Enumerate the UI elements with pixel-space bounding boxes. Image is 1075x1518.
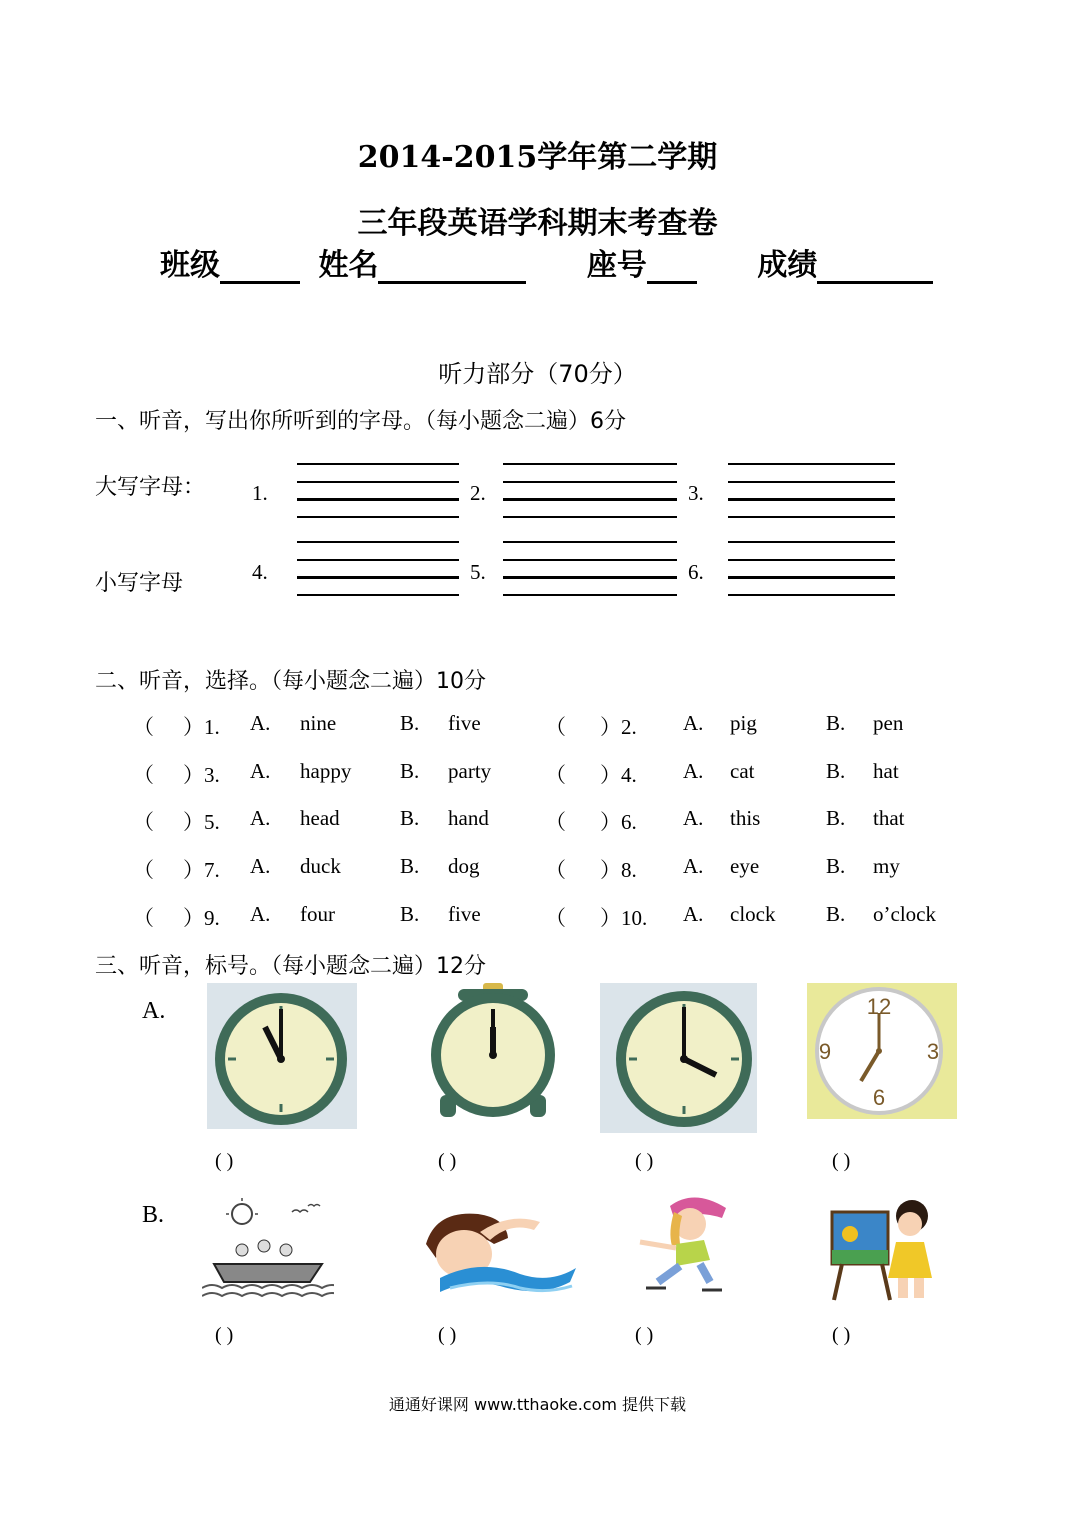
class-label: 班级: [160, 248, 220, 283]
exam-title: 三年段英语学科期末考查卷: [357, 206, 718, 241]
choice-marker[interactable]: （: [545, 858, 566, 882]
choice-marker[interactable]: （: [545, 763, 566, 787]
painter-icon: [828, 1196, 940, 1302]
letter-number: 4.: [252, 560, 268, 584]
answer-blank[interactable]: ( ): [438, 1150, 457, 1172]
choice-option-word: that: [873, 806, 905, 830]
choice-option-word: duck: [300, 854, 341, 878]
choice-option-word: four: [300, 902, 335, 926]
seat-blank[interactable]: [647, 247, 697, 284]
choice-option-word: party: [448, 759, 492, 783]
name-label: 姓名: [318, 248, 379, 283]
choice-option-word: o’clock: [873, 902, 936, 926]
choice-marker: ）10.: [600, 906, 648, 930]
section2-title: 二、听音，选择。（每小题念二遍）10分: [95, 669, 486, 694]
writing-lines[interactable]: [728, 541, 895, 597]
answer-blank[interactable]: ( ): [832, 1324, 851, 1346]
writing-lines[interactable]: [297, 463, 459, 519]
clock-picture-3: [600, 983, 757, 1133]
choice-option-word: clock: [730, 902, 776, 926]
swimming-picture: [420, 1208, 578, 1296]
painting-picture: [828, 1196, 940, 1302]
choice-option-word: happy: [300, 759, 352, 783]
choice-marker: A.: [683, 759, 704, 783]
skater-icon: [630, 1194, 734, 1298]
choice-marker: ）7.: [183, 858, 220, 882]
exam-year-title: 2014-2015学年第二学期: [357, 140, 718, 175]
letter-number: 1.: [252, 481, 268, 505]
name-blank[interactable]: [378, 247, 526, 284]
letter-number: 3.: [688, 481, 704, 505]
lowercase-label: 小写字母: [95, 571, 184, 596]
choice-marker: B.: [826, 854, 846, 878]
clock-icon: [807, 983, 957, 1119]
choice-marker: ）1.: [183, 715, 220, 739]
clock-picture-2: [428, 983, 558, 1121]
choice-marker: B.: [400, 854, 420, 878]
choice-option-word: this: [730, 806, 761, 830]
class-blank[interactable]: [220, 247, 300, 284]
clock-numeral: 3: [926, 1039, 940, 1064]
choice-marker: ）2.: [600, 715, 637, 739]
clock-picture-1: [207, 983, 357, 1129]
choice-marker: B.: [826, 759, 846, 783]
clock-icon: [207, 983, 357, 1129]
letter-number: 2.: [470, 481, 486, 505]
choice-option-word: hand: [448, 806, 489, 830]
choice-marker[interactable]: （: [133, 715, 154, 739]
clock-numeral: 9: [818, 1039, 832, 1064]
choice-option-word: hat: [873, 759, 899, 783]
seat-label: 座号: [586, 248, 647, 283]
writing-lines[interactable]: [503, 463, 677, 519]
choice-marker[interactable]: （: [545, 715, 566, 739]
choice-marker: B.: [826, 711, 846, 735]
choice-marker: A.: [250, 902, 271, 926]
choice-marker[interactable]: （: [133, 906, 154, 930]
skating-picture: [630, 1194, 734, 1298]
choice-marker: A.: [250, 759, 271, 783]
answer-blank[interactable]: ( ): [215, 1150, 234, 1172]
student-info-fields: [160, 240, 941, 284]
letter-number: 6.: [688, 560, 704, 584]
alarm-clock-icon: [428, 983, 558, 1121]
footer-credit: 通通好课网 www.tthaoke.com 提供下载: [388, 1395, 687, 1414]
choice-option-word: eye: [730, 854, 760, 878]
choice-marker: B.: [826, 902, 846, 926]
choice-marker: A.: [250, 854, 271, 878]
choice-marker[interactable]: （: [133, 858, 154, 882]
choice-option-word: cat: [730, 759, 755, 783]
choice-marker: ）4.: [600, 763, 637, 787]
score-blank[interactable]: [817, 247, 933, 284]
choice-marker: A.: [683, 711, 704, 735]
choice-option-word: five: [448, 711, 481, 735]
row-b-label: B.: [142, 1202, 165, 1228]
clock-numeral: 6: [872, 1085, 886, 1110]
choice-marker: A.: [683, 854, 704, 878]
section3-title: 三、听音，标号。（每小题念二遍）12分: [95, 954, 486, 979]
listening-section-title: 听力部分（70分）: [438, 360, 637, 388]
writing-lines[interactable]: [503, 541, 677, 597]
answer-blank[interactable]: ( ): [215, 1324, 234, 1346]
choice-marker: B.: [826, 806, 846, 830]
uppercase-label: 大写字母：: [95, 475, 206, 500]
choice-marker: ）5.: [183, 810, 220, 834]
choice-marker: A.: [250, 711, 271, 735]
choice-marker[interactable]: （: [545, 810, 566, 834]
writing-lines[interactable]: [728, 463, 895, 519]
choice-option-word: nine: [300, 711, 337, 735]
choice-marker: A.: [250, 806, 271, 830]
choice-option-word: five: [448, 902, 481, 926]
choice-option-word: my: [873, 854, 900, 878]
choice-marker: A.: [683, 902, 704, 926]
choice-marker: ）6.: [600, 810, 637, 834]
choice-marker: ）8.: [600, 858, 637, 882]
score-label: 成绩: [757, 248, 818, 283]
choice-marker[interactable]: （: [545, 906, 566, 930]
clock-icon: [600, 983, 757, 1133]
choice-option-word: head: [300, 806, 340, 830]
row-a-label: A.: [142, 998, 166, 1024]
answer-blank[interactable]: ( ): [635, 1150, 654, 1172]
choice-marker: B.: [400, 902, 420, 926]
section1-title: 一、听音，写出你所听到的字母。（每小题念二遍）6分: [95, 409, 626, 434]
choice-option-word: dog: [448, 854, 480, 878]
boat-icon: [202, 1198, 334, 1300]
clock-numeral: 12: [866, 994, 892, 1019]
answer-blank[interactable]: ( ): [438, 1324, 457, 1346]
choice-marker: ）9.: [183, 906, 220, 930]
choice-marker[interactable]: （: [133, 763, 154, 787]
writing-lines[interactable]: [297, 541, 459, 597]
choice-marker: A.: [683, 806, 704, 830]
swimmer-icon: [420, 1208, 578, 1296]
answer-blank[interactable]: ( ): [635, 1324, 654, 1346]
choice-marker: ）3.: [183, 763, 220, 787]
choice-marker[interactable]: （: [133, 810, 154, 834]
choice-option-word: pig: [730, 711, 757, 735]
choice-marker: B.: [400, 759, 420, 783]
choice-marker: B.: [400, 711, 420, 735]
choice-marker: B.: [400, 806, 420, 830]
choice-option-word: pen: [873, 711, 904, 735]
letter-number: 5.: [470, 560, 486, 584]
boating-picture: [202, 1198, 334, 1300]
answer-blank[interactable]: ( ): [832, 1150, 851, 1172]
clock-picture-4: [807, 983, 957, 1119]
